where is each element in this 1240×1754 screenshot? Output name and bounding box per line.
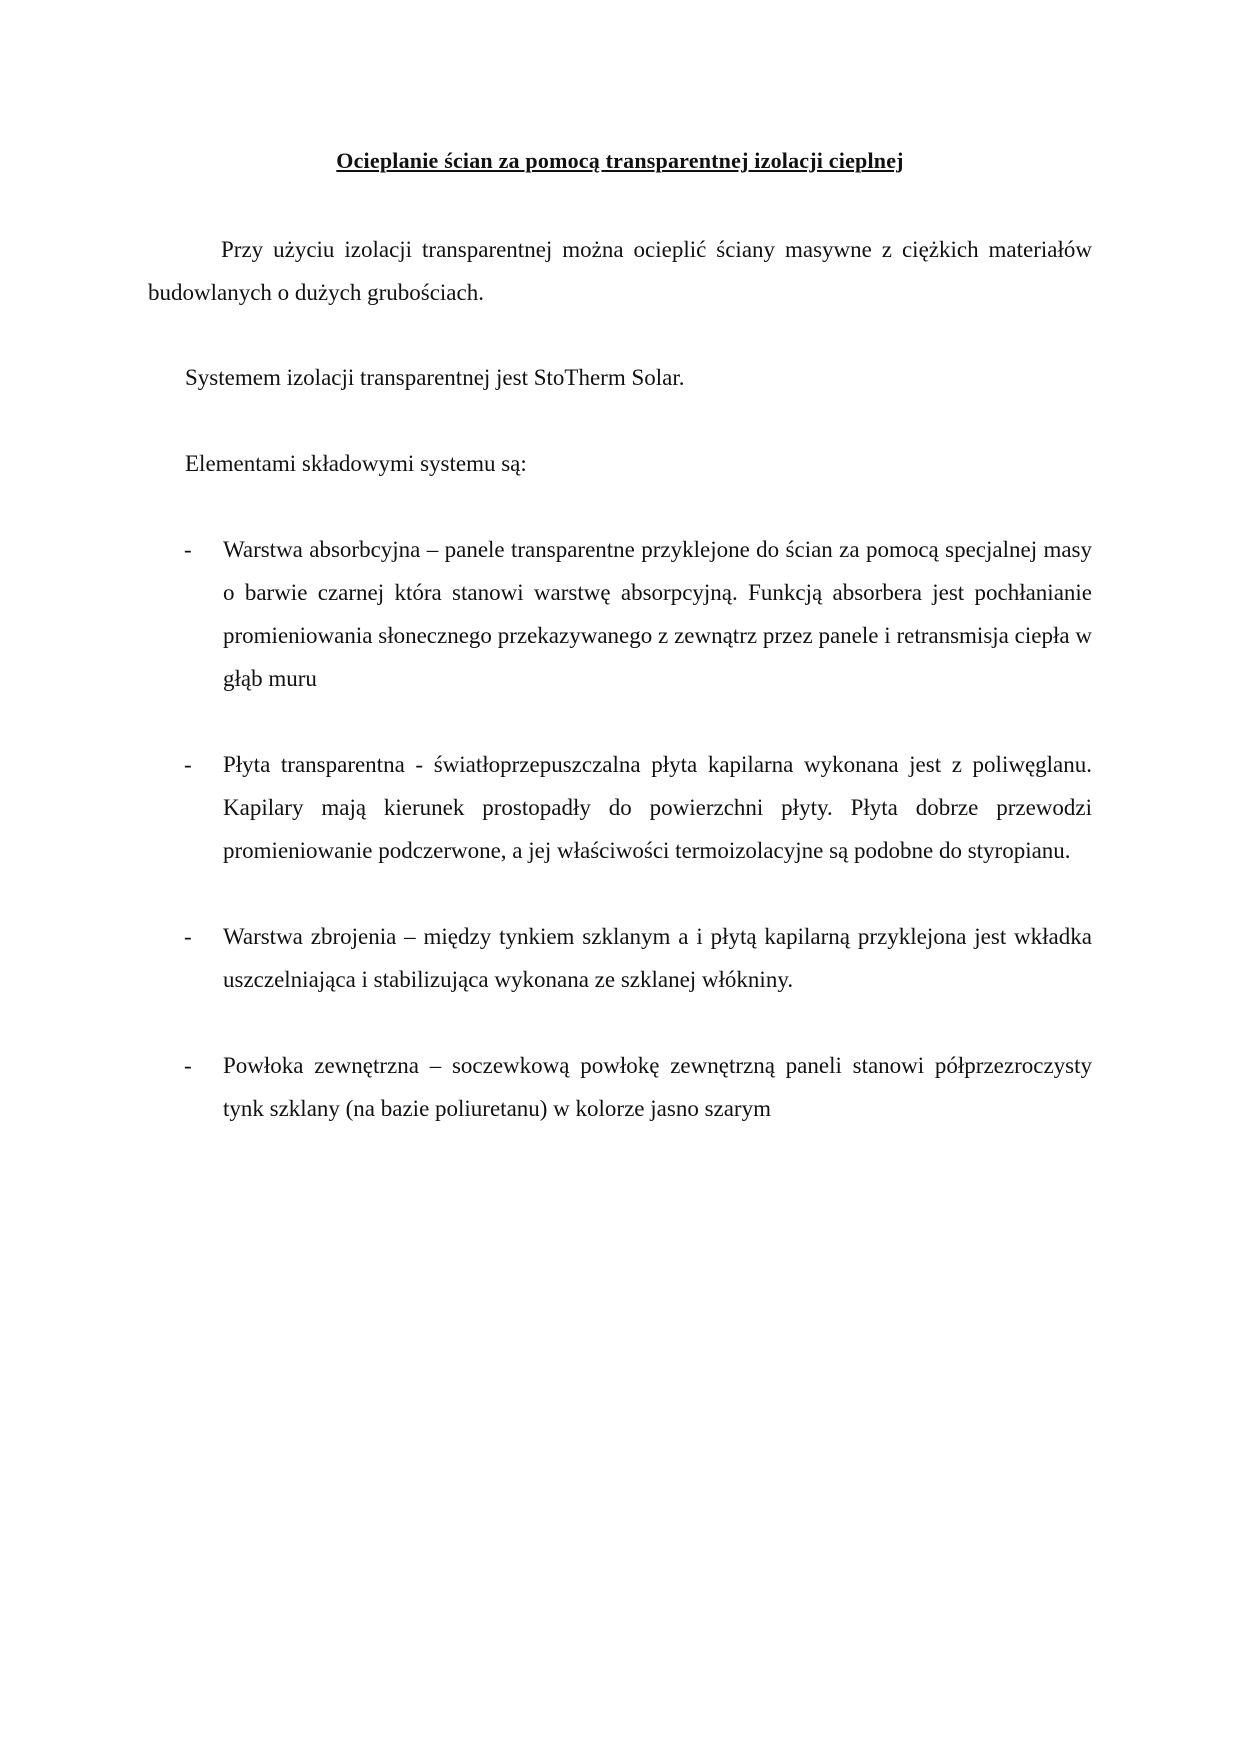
list-item (148, 1044, 1092, 1130)
list-item-term: Powłoka zewnętrzna (223, 1053, 419, 1078)
elements-list (148, 528, 1092, 1173)
list-item-text: soczewkową powłokę zewnętrzną paneli stanowi półprzezroczysty tynk szklany (na bazie poliuretanu) w kolorze jasno szarym (223, 1053, 1093, 1121)
bullet-marker: - (184, 752, 192, 777)
document-title: Ocieplanie ścian za pomocą transparentnej izolacji cieplnej (336, 148, 904, 173)
list-item-term: Płyta transparentna (223, 752, 405, 777)
list-item-text: światłoprzepuszczalna płyta kapilarna wykonana jest z poliwęglanu. Kapilary mają kierunek prostopadły do powierzchni płyty. Płyta dobrze przewodzi promieniowanie podczerwone, a jej właściwości termoizolacyjne są podobne do styropianu. (223, 752, 1092, 863)
list-item-separator: – (396, 924, 424, 949)
bullet-marker: - (184, 537, 192, 562)
list-item (148, 743, 1092, 872)
list-item-term: Warstwa zbrojenia (223, 924, 397, 949)
list-item-text: między tynkiem szklanym a i płytą kapilarną przyklejona jest wkładka uszczelniająca i stabilizująca wykonana ze szklanej włókniny. (223, 924, 1092, 992)
bullet-marker: - (184, 1053, 192, 1078)
list-item-separator: – (420, 537, 445, 562)
list-item-separator: – (418, 1053, 452, 1078)
intro-paragraph: Przy użyciu izolacji transparentnej można ocieplić ściany masywne z ciężkich materiałów budowlanych o dużych grubościach. (148, 237, 1092, 305)
bullet-marker: - (184, 924, 192, 949)
list-item-term: Warstwa absorbcyjna (223, 537, 421, 562)
list-item-separator: - (404, 752, 434, 777)
system-line: Systemem izolacji transparentnej jest StoTherm Solar. (185, 365, 685, 390)
list-item (148, 915, 1092, 1001)
elements-line: Elementami składowymi systemu są: (185, 451, 527, 476)
list-item (148, 528, 1092, 700)
list-item-text: panele transparentne przyklejone do ścian za pomocą specjalnej masy o barwie czarnej która stanowi warstwę absorpcyjną. Funkcją absorbera jest pochłanianie promieniowania słonecznego przekazywanego z zewnątrz przez panele i retransmisja ciepła w głąb muru (223, 537, 1092, 691)
